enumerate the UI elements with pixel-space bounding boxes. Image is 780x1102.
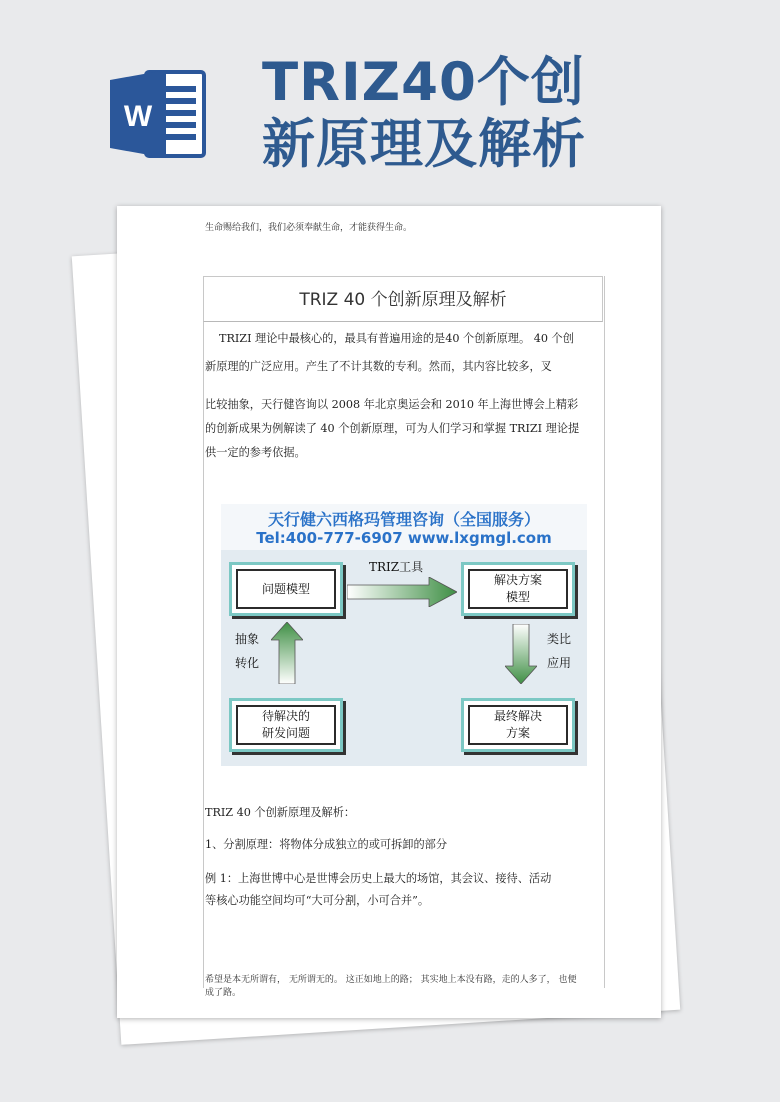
word-icon — [108, 64, 208, 164]
analogy-label-line2: 应用 — [547, 656, 572, 670]
diagram-company-name: 天行健六西格玛管理咨询（全国服务） — [267, 510, 540, 529]
final-solution-label-line1: 最终解决 — [493, 709, 542, 723]
abstract-label-line1: 抽象 — [235, 632, 260, 646]
arrow-right-icon — [347, 577, 457, 607]
abstract-label-line2: 转化 — [235, 656, 260, 670]
cover-title — [262, 52, 586, 176]
solution-model-box — [461, 562, 575, 616]
cover-title-line1: TRIZ40个创 — [262, 52, 585, 113]
section-title: TRIZ 40 个创新原理及解析： — [205, 806, 356, 819]
solution-model-label-line2: 模型 — [505, 590, 530, 604]
example-1-line2: 等核心功能空间均可“大可分割，小可合并”。 — [205, 894, 430, 907]
intro-paragraph-line5: 供一定的参考依据。 — [205, 446, 306, 459]
problem-model-label: 问题模型 — [261, 581, 310, 596]
triz-tool-label: TRIZ工具 — [369, 560, 424, 574]
cover-title-line2: 新原理及解析 — [262, 114, 586, 175]
rd-problem-label-line2: 研发问题 — [261, 726, 310, 740]
diagram-contact: Tel:400-777-6907 www.lxgmgl.com — [256, 529, 552, 547]
intro-paragraph-line3: 比较抽象，天行健咨询以 2008 年北京奥运会和 2010 年上海世博会上精彩 — [205, 398, 579, 411]
page-header-note: 生命赐给我们，我们必须奉献生命，才能获得生命。 — [205, 223, 413, 233]
final-solution-box — [461, 698, 575, 752]
principle-1: 1、分割原理：将物体分成独立的或可拆卸的部分 — [205, 838, 448, 851]
intro-paragraph-line4: 的创新成果为例解读了 40 个创新原理，可为人们学习和掌握 TRIZI 理论提 — [205, 422, 580, 435]
rd-problem-label-line1: 待解决的 — [261, 709, 310, 723]
word-logo-letter: W — [123, 100, 153, 133]
rd-problem-box — [229, 698, 343, 752]
page-footer-note: 希望是本无所谓有， 无所谓无的。 这正如地上的路； 其实地上本没有路，走的人多了， 也便成了路。 — [205, 975, 577, 998]
final-solution-label-line2: 方案 — [505, 726, 530, 740]
document-page — [117, 206, 661, 1018]
arrow-down-icon — [505, 624, 537, 684]
problem-model-box — [229, 562, 343, 616]
intro-paragraph-line1: TRIZI 理论中最核心的，最具有普遍用途的是40 个创新原理。 40 个创 — [219, 332, 574, 345]
intro-paragraph-line2: 新原理的广泛应用。产生了不计其数的专利。然而，其内容比较多，叉 — [205, 360, 552, 373]
diagram-banner — [221, 504, 587, 550]
example-1-line1: 例 1：上海世博中心是世博会历史上最大的场馆，其会议、接待、活动 — [205, 872, 552, 885]
solution-model-label-line1: 解决方案 — [493, 573, 542, 587]
triz-flow-diagram — [221, 504, 587, 766]
analogy-label-line1: 类比 — [547, 632, 572, 646]
document-title: TRIZ 40 个创新原理及解析 — [203, 276, 603, 322]
arrow-up-icon — [271, 622, 303, 684]
